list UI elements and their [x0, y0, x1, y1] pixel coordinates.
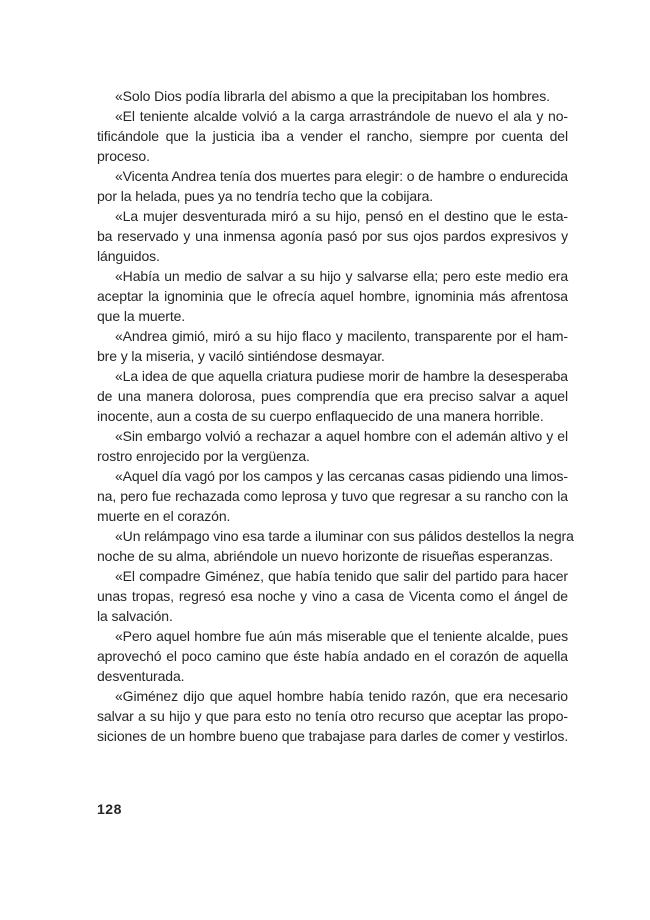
paragraph [97, 106, 568, 166]
text-line: aceptar la ignominia que le ofrecía aquel hombre, ignominia más afrentosa [97, 288, 568, 304]
text-line: «Un relámpago vino esa tarde a iluminar con sus pálidos destellos la negra [115, 528, 574, 544]
text-line: la salvación. [97, 608, 173, 624]
text-line: «El teniente alcalde volvió a la carga arrastrándole de nuevo el ala y no- [115, 108, 568, 124]
text-line: tificándole que la justicia iba a vender el rancho, siempre por cuenta del [97, 128, 568, 144]
paragraph [97, 86, 568, 106]
text-line: que la muerte. [97, 308, 186, 324]
text-line: siciones de un hombre bueno que trabajase para darles de comer y vestirlos. [97, 728, 569, 744]
text-line: de una manera dolorosa, pues comprendía que era preciso salvar a aquel [97, 388, 568, 404]
text-line: «Pero aquel hombre fue aún más miserable que el teniente alcalde, pues [115, 628, 568, 644]
text-line: unas tropas, regresó esa noche y vino a casa de Vicenta como el ángel de [97, 588, 568, 604]
paragraph [97, 566, 568, 626]
paragraph [97, 266, 568, 326]
text-line: «La mujer desventurada miró a su hijo, pensó en el destino que le esta- [115, 208, 568, 224]
text-line: «Aquel día vagó por los campos y las cercanas casas pidiendo una limos- [115, 468, 568, 484]
text-line: «Giménez dijo que aquel hombre había tenido razón, que era necesario [115, 688, 568, 704]
text-line: lánguidos. [97, 248, 160, 264]
text-line: na, pero fue rechazada como leprosa y tuvo que regresar a su rancho con la [97, 488, 568, 504]
paragraph [97, 206, 568, 266]
paragraph [97, 366, 568, 426]
paragraph [97, 326, 568, 366]
text-line: «Sin embargo volvió a rechazar a aquel hombre con el ademán altivo y el [115, 428, 568, 444]
paragraph [97, 426, 568, 466]
text-line: «Había un medio de salvar a su hijo y salvarse ella; pero este medio era [115, 268, 568, 284]
text-line: aprovechó el poco camino que éste había andado en el corazón de aquella [97, 648, 568, 664]
text-line: desventurada. [97, 668, 185, 684]
paragraph [97, 686, 568, 746]
text-line: salvar a su hijo y que para esto no tenía otro recurso que aceptar las propo- [97, 708, 568, 724]
page-number: 128 [97, 801, 122, 817]
paragraph [97, 626, 568, 686]
text-line: «El compadre Giménez, que había tenido que salir del partido para hacer [115, 568, 568, 584]
text-line: «Solo Dios podía librarla del abismo a que la precipitaban los hombres. [115, 88, 550, 104]
text-line: noche de su alma, abriéndole un nuevo horizonte de risueñas esperanzas. [97, 548, 553, 564]
text-line: «La idea de que aquella criatura pudiese morir de hambre la desesperaba [115, 368, 568, 384]
text-line: muerte en el corazón. [97, 508, 231, 524]
body-text [97, 86, 574, 746]
text-line: bre y la miseria, y vaciló sintiéndose desmayar. [97, 348, 385, 364]
paragraph [97, 466, 568, 526]
paragraph [97, 526, 574, 566]
text-line: por la helada, pues ya no tendría techo que la cobijara. [97, 188, 434, 204]
text-line: proceso. [97, 148, 150, 164]
text-line: «Andrea gimió, miró a su hijo flaco y macilento, transparente por el ham- [115, 328, 568, 344]
text-line: inocente, aun a costa de su cuerpo enflaquecido de una manera horrible. [97, 408, 544, 424]
text-line: «Vicenta Andrea tenía dos muertes para elegir: o de hambre o endurecida [115, 168, 568, 184]
text-line: ba reservado y una inmensa agonía pasó por sus ojos pardos expresivos y [97, 228, 568, 244]
text-line: rostro enrojecido por la vergüenza. [97, 448, 310, 464]
paragraph [97, 166, 568, 206]
